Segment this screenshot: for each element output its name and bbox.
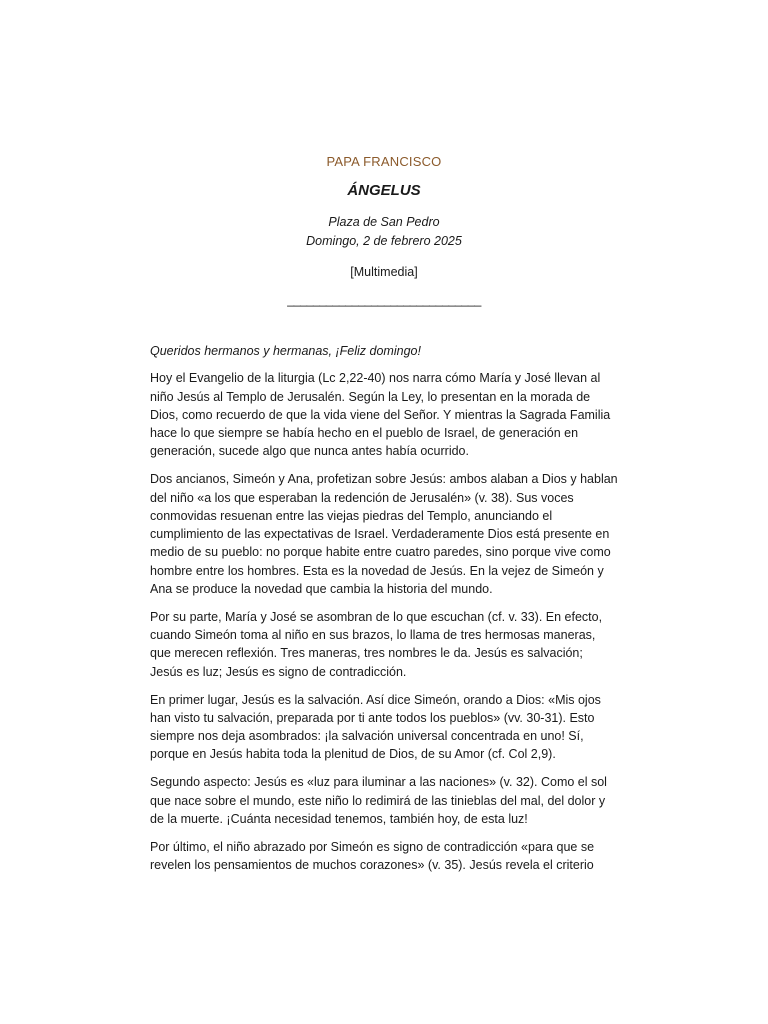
- body-paragraph: Dos ancianos, Simeón y Ana, profetizan sobre Jesús: ambos alaban a Dios y hablan del niño «a los que esperaban la redención de Jerusalén» (v. 38). Sus voces conmovidas resuenan entre las viejas piedras del Templo, anunciando el cumplimiento de las expectativas de Israel. Verdaderamente Dios está presente en medio de su pueblo: no porque habite entre cuatro paredes, sino porque vive como hombre entre los hombres. Esta es la novedad de Jesús. En la vejez de Simeón y Ana se produce la novedad que cambia la historia del mundo.: [150, 472, 618, 597]
- date-line: Domingo, 2 de febrero 2025: [306, 233, 462, 248]
- body-paragraph: Por su parte, María y José se asombran de lo que escuchan (cf. v. 33). En efecto, cuando Simeón toma al niño en sus brazos, lo llama de tres hermosas maneras, que merecen reflexión. Tres maneras, tres nombres le da. Jesús es salvación; Jesús es luz; Jesús es signo de contradicción.: [150, 609, 603, 679]
- body-paragraph: En primer lugar, Jesús es la salvación. Así dice Simeón, orando a Dios: «Mis ojos han visto tu salvación, preparada por ti ante todos los pueblos» (vv. 30-31). Esto siempre nos deja asombrados: ¡la salvación universal concentrada en uno! Sí, porque en Jesús habita toda la plenitud de Dios, de su Amor (cf. Col 2,9).: [150, 692, 601, 762]
- greeting-paragraph: Queridos hermanos y hermanas, ¡Feliz domingo!: [150, 344, 421, 358]
- place-line: Plaza de San Pedro: [328, 215, 440, 229]
- author-heading: PAPA FRANCISCO: [326, 154, 442, 169]
- separator-line: ______________________________: [287, 293, 481, 307]
- place-and-date: [0, 213, 768, 250]
- body-paragraph: Hoy el Evangelio de la liturgia (Lc 2,22-40) nos narra cómo María y José llevan al niño Jesús al Templo de Jerusalén. Según la Ley, lo presentan en la morada de Dios, como recuerdo de que la vida viene del Señor. Y mientras la Sagrada Familia hace lo que siempre se había hecho en el pueblo de Israel, de generación en generación, sucede algo que nunca antes había ocurrido.: [150, 371, 611, 459]
- document-title: ÁNGELUS: [347, 182, 421, 199]
- body-paragraph: Segundo aspecto: Jesús es «luz para iluminar a las naciones» (v. 32). Como el sol que nace sobre el mundo, este niño lo redimirá de las tinieblas del mal, del dolor y de la muerte. ¡Cuánta necesidad tenemos, también hoy, de esta luz!: [150, 775, 607, 826]
- document-body: [150, 342, 618, 884]
- body-paragraph: Por último, el niño abrazado por Simeón es signo de contradicción «para que se revelen los pensamientos de muchos corazones» (v. 35). Jesús revela el criterio: [150, 839, 595, 872]
- multimedia-link[interactable]: [Multimedia]: [350, 265, 418, 279]
- document-header: [0, 153, 768, 309]
